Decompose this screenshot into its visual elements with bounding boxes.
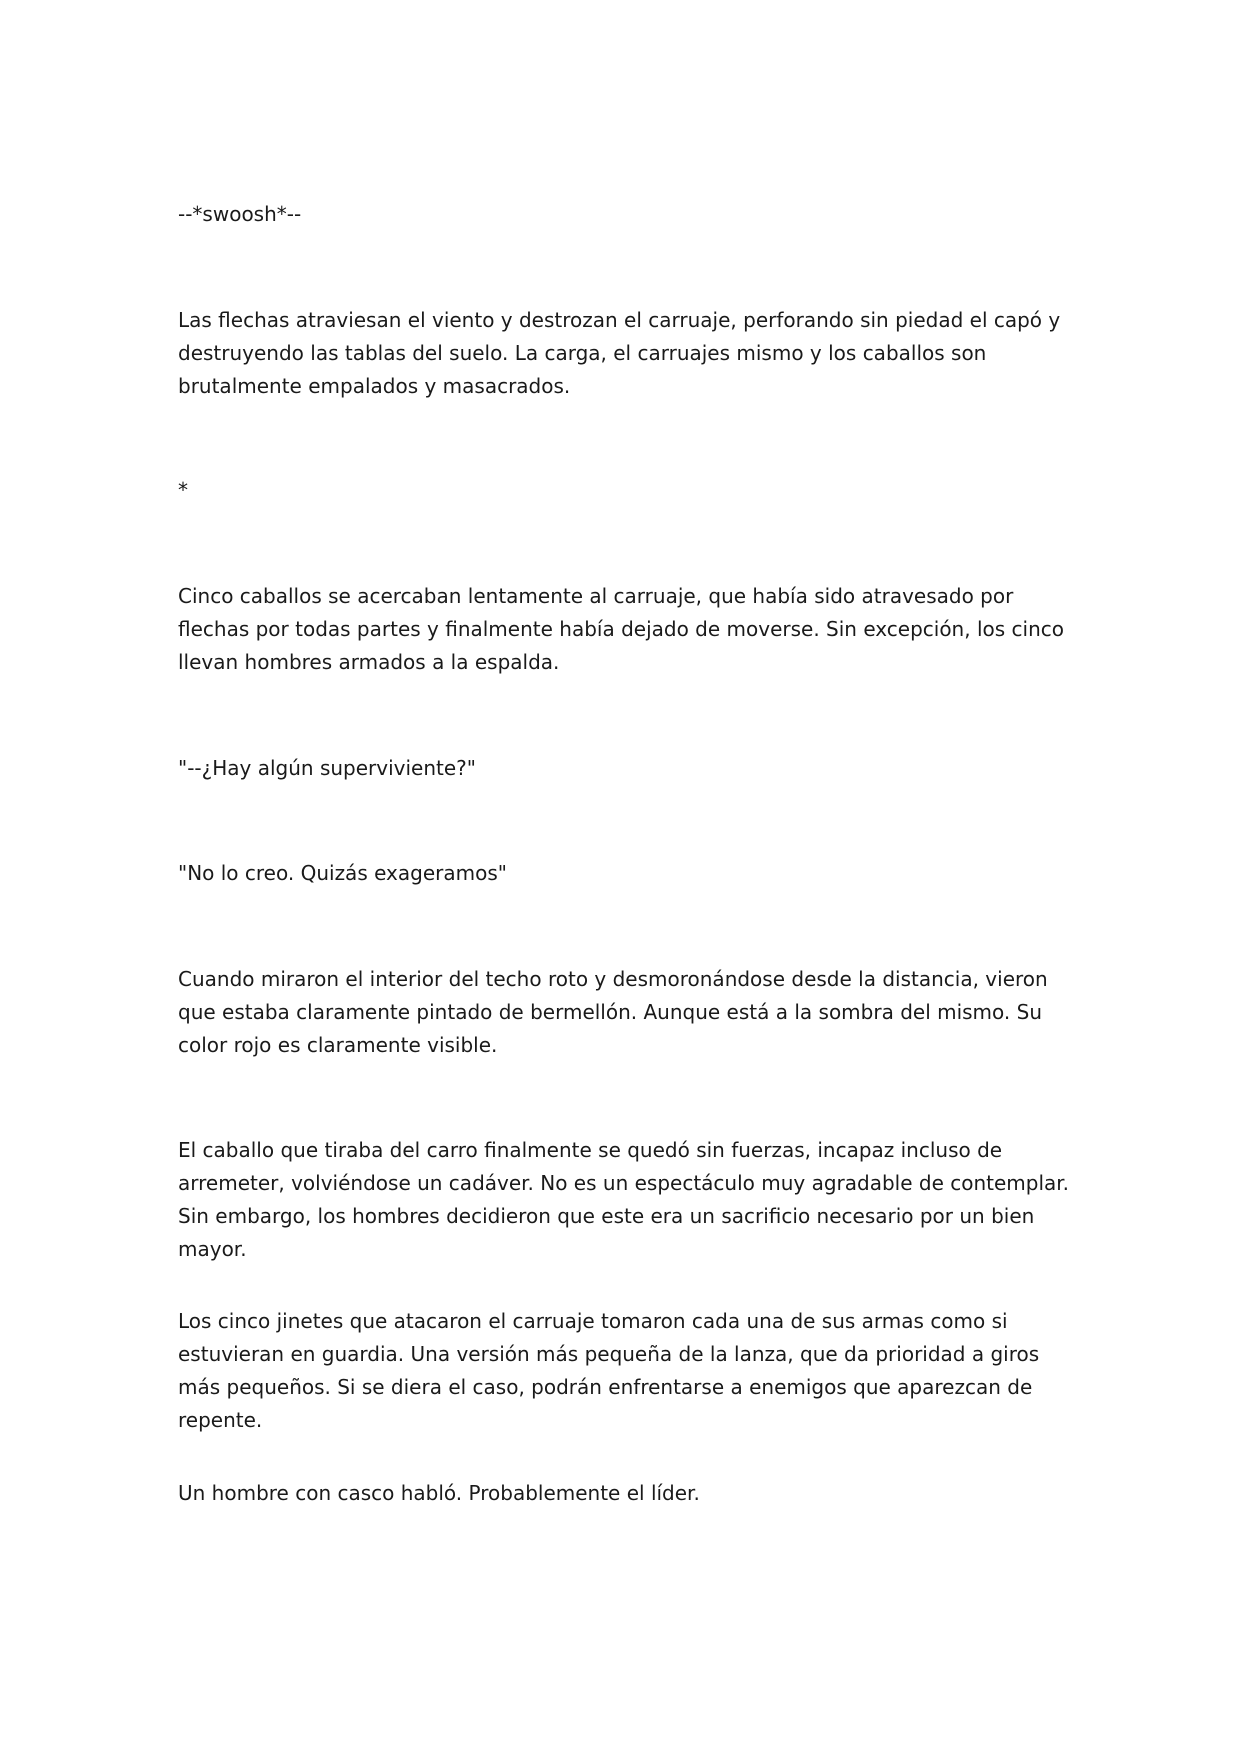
- paragraph-five-horses: Cinco caballos se acercaban lentamente al carruaje, que había sido atravesado por flechas por todas partes y finalmente había dejado de moverse. Sin excepción, los cinco llevan hombres armados a la espalda.: [178, 584, 1064, 674]
- sound-effect-line: --*swoosh*--: [178, 202, 302, 226]
- paragraph-leader: Un hombre con casco habló. Probablemente el líder.: [178, 1481, 700, 1505]
- dialogue-exaggerated: "No lo creo. Quizás exageramos": [178, 861, 507, 885]
- paragraph-riders: Los cinco jinetes que atacaron el carruaje tomaron cada una de sus armas como si estuvieran en guardia. Una versión más pequeña de la lanza, que da prioridad a giros más pequeños. Si se diera el caso, podrán enfrentarse a enemigos que aparezcan de repente.: [178, 1309, 1040, 1432]
- scene-separator: *: [178, 478, 188, 502]
- paragraph-vermilion: Cuando miraron el interior del techo roto y desmoronándose desde la distancia, vieron que estaba claramente pintado de bermellón. Aunque está a la sombra del mismo. Su color rojo es claramente visible.: [178, 967, 1048, 1057]
- dialogue-survivor: "--¿Hay algún superviviente?": [178, 756, 476, 780]
- paragraph-dead-horse: El caballo que tiraba del carro finalmente se quedó sin fuerzas, incapaz incluso de arremeter, volviéndose un cadáver. No es un espectáculo muy agradable de contemplar. Sin embargo, los hombres decidieron que este era un sacrificio necesario por un bien mayor.: [178, 1138, 1070, 1261]
- paragraph-arrows: Las flechas atraviesan el viento y destrozan el carruaje, perforando sin piedad el capó y destruyendo las tablas del suelo. La carga, el carruajes mismo y los caballos son brutalmente empalados y masacrados.: [178, 308, 1061, 398]
